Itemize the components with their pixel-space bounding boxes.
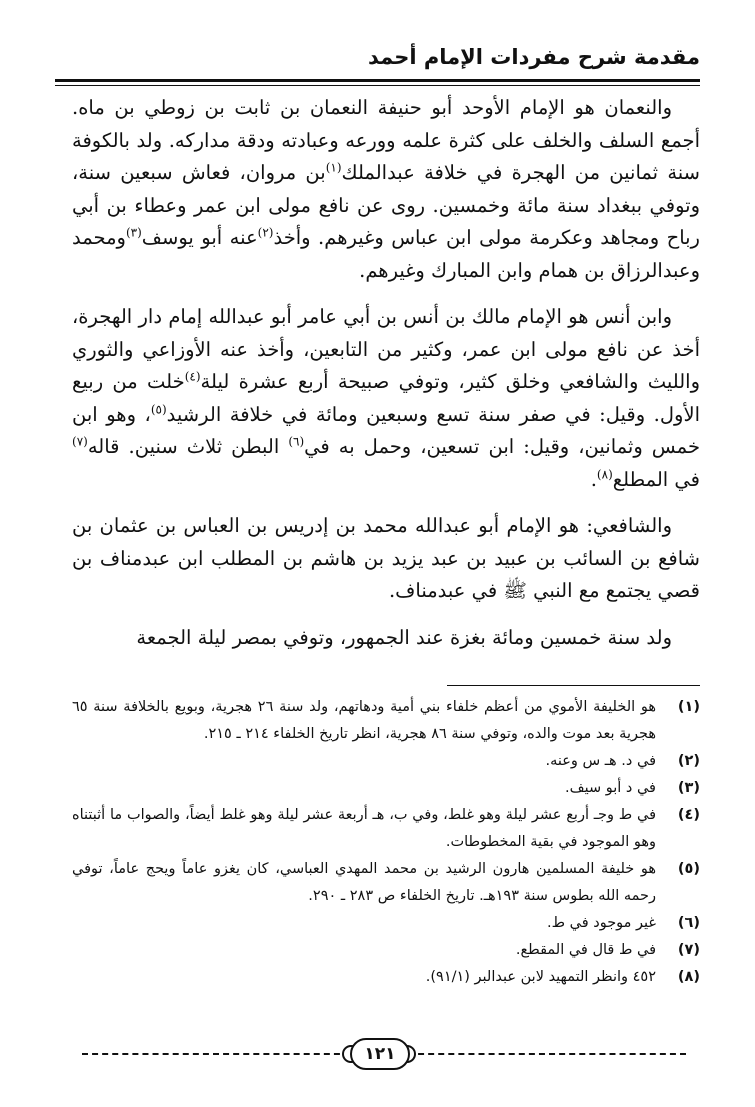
footnote-number: (٣)	[677, 780, 700, 796]
main-text	[72, 92, 700, 668]
footnote-item	[72, 694, 700, 748]
page-number: ١٢١	[350, 1038, 410, 1070]
footnote-text: في د أبو سيف.	[564, 780, 656, 796]
paragraph-shafii	[72, 510, 700, 608]
footnote-number: (٤)	[677, 807, 700, 823]
text-run: والنعمان هو الإمام الأوحد أبو حنيفة النعمان بن ثابت بن زوطي بن ماه. أجمع السلف والخلف على كثرة علمه وورعه وعبادته ودقة مداركه. ولد بالكوفة سنة ثمانين من الهجرة في خلافة عبدالملك	[72, 96, 701, 184]
footnote-item	[72, 964, 700, 991]
footnote-number: (١)	[677, 699, 700, 715]
footer-dashed-line	[82, 1053, 350, 1055]
running-header: مقدمة شرح مفردات الإمام أحمد	[368, 45, 700, 69]
footnote-item	[72, 856, 700, 910]
text-run: وابن أنس هو الإمام مالك بن أنس بن أبي عامر أبو عبدالله إمام دار الهجرة، أخذ عن نافع مولى ابن عمر، وكثير من التابعين، وأخذ عنه الأوزاعي والثوري والليث والشافعي وخلق كثير، وتوفي صبيحة أربع عشرة ليلة	[72, 305, 701, 393]
footnote-ref[interactable]: (٥)	[150, 402, 167, 416]
text-run: عنه أبو يوسف	[141, 226, 258, 249]
footnote-text: هو خليفة المسلمين هارون الرشيد بن محمد المهدي العباسي، كان يغزو عاماً ويحج عاماً، توفي رحمه الله بطوس سنة ١٩٣هـ. تاريخ الخلفاء ص ٢٨٣ ـ ٢٩٠.	[72, 861, 656, 904]
footnote-separator	[447, 685, 700, 686]
footnote-ref[interactable]: (٨)	[596, 467, 613, 481]
footnote-number: (٨)	[677, 969, 700, 985]
footnote-ref[interactable]: (٦)	[288, 434, 305, 449]
footnote-number: (٢)	[677, 753, 700, 769]
footer-dashed-line	[408, 1053, 686, 1055]
header-rule	[55, 79, 700, 82]
footnote-ref[interactable]: (٤)	[184, 369, 201, 384]
text-run: في المطلع	[612, 467, 700, 491]
footnote-text: في ط وجـ أربع عشر ليلة وهو غلط، وفي ب، هـ أربعة عشر ليلة وهو غلط أيضاً، والصواب ما أثبتناه وهو الموجود في بقية المخطوطات.	[72, 807, 656, 850]
footnote-number: (٧)	[677, 942, 700, 958]
footnote-ref[interactable]: (٣)	[125, 225, 142, 240]
footnote-text: ٤٥٢ وانظر التمهيد لابن عبدالبر (٩١/١).	[425, 969, 656, 985]
footnote-item	[72, 748, 700, 775]
footnote-item	[72, 910, 700, 937]
text-run: ومحمد وعبدالرزاق بن همام وابن المبارك وغيرهم.	[72, 226, 700, 282]
footnote-item	[72, 937, 700, 964]
header-rule-thin	[55, 85, 700, 86]
text-run: البطن ثلاث سنين. قاله	[87, 435, 289, 458]
footnote-number: (٥)	[677, 861, 700, 877]
footnote-text: في ط قال في المقطع.	[515, 942, 656, 958]
footnote-text: هو الخليفة الأموي من أعظم خلفاء بني أمية ودهاتهم، ولد سنة ٢٦ هجرية، وبويع بالخلافة سنة ٦٥ هجرية بعد موت والده، وتوفي سنة ٨٦ هجرية، انظر تاريخ الخلفاء ٢١٤ ـ ٢١٥.	[72, 699, 657, 742]
footnote-item	[72, 775, 700, 802]
footnote-number: (٦)	[677, 915, 700, 931]
footnote-text: غير موجود في ط.	[547, 915, 656, 931]
paragraph-birth	[72, 622, 700, 655]
paragraph-nuaman	[72, 92, 700, 287]
text-run: ، وهو ابن خمس وثمانين، وقيل: ابن تسعين، وحمل به في	[72, 402, 700, 458]
footnote-text: في د. هـ س وعنه.	[545, 753, 656, 769]
text-run: خلت من ربيع الأول. وقيل: في صفر سنة تسع وسبعين ومائة في خلافة الرشيد	[72, 370, 700, 426]
text-run: بن مروان، فعاش سبعين سنة، وتوفي ببغداد سنة مائة وخمسين. روى عن نافع مولى ابن عمر وعطاء بن أبي رباح ومجاهد وعكرمة مولى ابن عباس وغيرهم. وأخذ	[72, 161, 700, 249]
text-run: ولد سنة خمسين ومائة بغزة عند الجمهور، وتوفي بمصر ليلة الجمعة	[136, 625, 672, 649]
paragraph-malik	[72, 301, 700, 496]
footnote-ref[interactable]: (٢)	[257, 225, 274, 240]
footnotes	[72, 694, 700, 991]
footnote-item	[72, 802, 700, 856]
footnote-ref[interactable]: (١)	[325, 160, 342, 175]
text-run: .	[590, 467, 597, 491]
text-run: والشافعي: هو الإمام أبو عبدالله محمد بن إدريس بن العباس بن عثمان بن شافع بن السائب بن عبيد بن عبد يزيد بن هاشم بن المطلب ابن عبدمناف بن قصي يجتمع مع النبي ﷺ في عبدمناف.	[72, 514, 700, 602]
footnote-ref[interactable]: (٧)	[72, 434, 88, 449]
